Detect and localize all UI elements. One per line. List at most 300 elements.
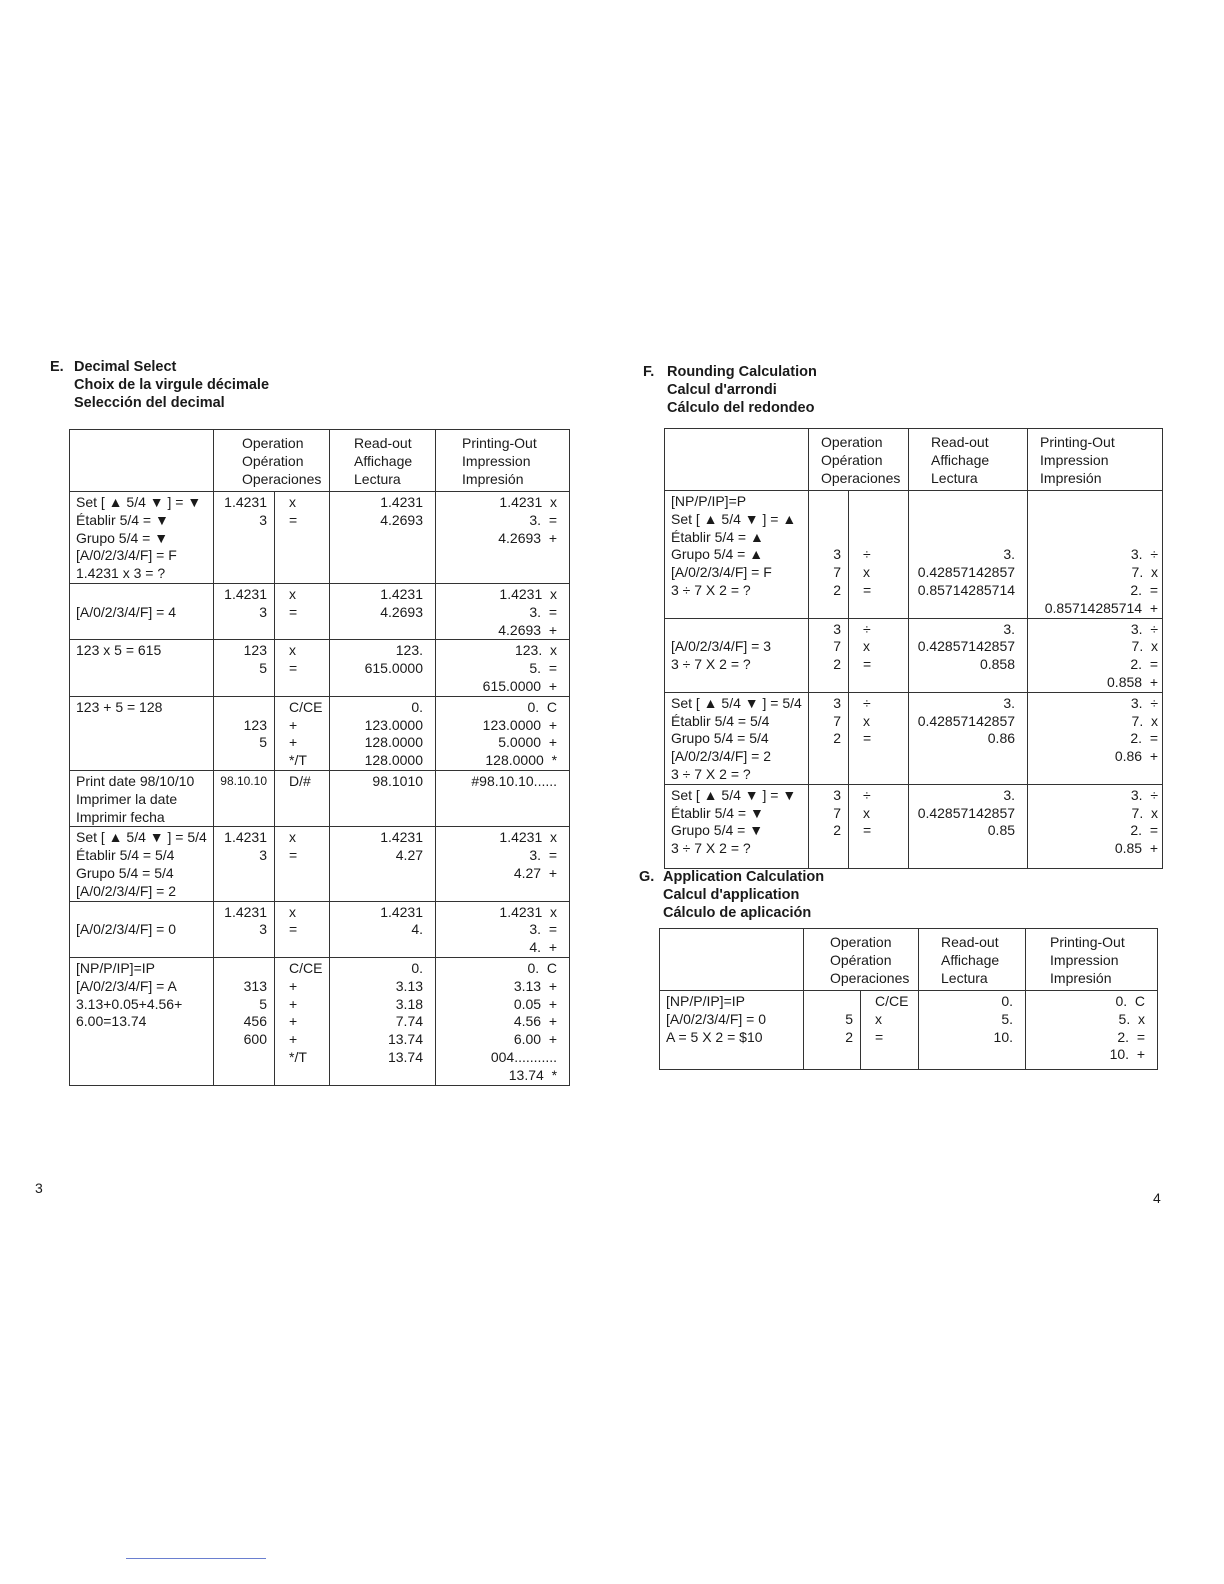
cell-line: 2. =: [1130, 730, 1159, 747]
cell-line: 3. =: [529, 603, 558, 620]
cell-line: Set [ ▲ 5/4 ▼ ] = ▼: [76, 494, 202, 510]
section-g-letter: G.: [639, 869, 655, 885]
cell-line: Set [ ▲ 5/4 ▼ ] = ▼: [671, 786, 797, 803]
cell-line: 98.10.10: [220, 773, 267, 788]
row-printout: [1028, 491, 1163, 619]
cell-line: 2. =: [1130, 581, 1159, 598]
cell-line: 5. =: [529, 660, 558, 677]
cell-line: 0.42857142857: [917, 564, 1016, 581]
cell-line: [NP/P/IP]=IP: [666, 993, 745, 1009]
header-readout: Read-out Affichage Lectura: [919, 929, 1026, 991]
cell-line: 2. =: [1130, 822, 1159, 839]
cell-line: 0.85714285714: [917, 581, 1016, 598]
cell-line: 4.: [411, 921, 424, 938]
cell-line: Établir 5/4 = 5/4: [671, 712, 770, 729]
cell-line: 128.0000 *: [485, 752, 558, 769]
row-readout: [909, 491, 1028, 619]
cell-line: [863, 529, 908, 547]
cell-line: Établir 5/4 = 5/4: [76, 847, 175, 864]
row-description: [665, 692, 809, 784]
cell-line: =: [289, 847, 298, 864]
rounding-calculation-table: [664, 428, 1163, 869]
section-g-subtitle-es: Cálculo de aplicación: [663, 905, 812, 921]
cell-line: 600: [243, 1031, 267, 1048]
row-operators: [849, 491, 909, 619]
cell-line: +: [289, 1013, 298, 1030]
row-printout: [436, 492, 570, 584]
cell-line: D/#: [289, 772, 311, 789]
row-entry-numbers: [214, 696, 275, 770]
row-readout: [330, 696, 436, 770]
row-operators: [275, 640, 330, 696]
header-printout: Printing-Out Impression Impresión: [1028, 429, 1163, 491]
cell-line: 4. +: [529, 939, 558, 956]
cell-line: 2: [833, 581, 841, 598]
row-operators: [275, 770, 330, 826]
cell-line: [809, 511, 841, 529]
cell-line: 1.4231: [380, 494, 424, 510]
table-row: [665, 692, 1163, 784]
cell-line: 7. x: [1131, 712, 1159, 729]
row-printout: [1028, 618, 1163, 692]
cell-line: 13.74: [387, 1048, 424, 1065]
cell-line: 7.74: [395, 1013, 424, 1030]
row-description: [70, 901, 214, 957]
row-description: [70, 492, 214, 584]
cell-line: 3. ÷: [1130, 694, 1159, 711]
section-e-heading: [50, 358, 269, 412]
cell-line: 3: [833, 786, 841, 803]
cell-line: C/CE: [289, 959, 323, 976]
row-description: [70, 583, 214, 639]
cell-line: Établir 5/4 = ▲: [671, 528, 764, 545]
cell-line: [863, 493, 908, 511]
table-row: [70, 827, 570, 901]
cell-line: [1028, 493, 1158, 511]
cell-line: +: [289, 716, 298, 733]
cell-line: 4.2693: [380, 511, 424, 528]
cell-line: 3.: [1003, 694, 1016, 711]
cell-line: 3. =: [529, 847, 558, 864]
table-row: [70, 583, 570, 639]
cell-line: 2. =: [1117, 1028, 1146, 1045]
cell-line: 0.85 +: [1114, 840, 1159, 857]
cell-line: =: [863, 822, 872, 839]
row-readout: [330, 901, 436, 957]
cell-line: Grupo 5/4 = ▼: [76, 529, 169, 546]
row-operators: [861, 991, 919, 1070]
cell-line: 5: [259, 995, 267, 1012]
cell-line: 4.27 +: [513, 864, 558, 881]
cell-line: 0. C: [1115, 993, 1146, 1009]
row-operators: [275, 583, 330, 639]
row-description: [70, 957, 214, 1085]
cell-line: ÷: [863, 694, 871, 711]
row-readout: [330, 827, 436, 901]
row-entry-numbers: [804, 991, 861, 1070]
cell-line: 3.: [1003, 620, 1016, 637]
row-printout: [1026, 991, 1158, 1070]
cell-line: 1.4231: [380, 903, 424, 920]
cell-line: 2: [845, 1028, 853, 1045]
cell-line: [863, 511, 908, 529]
header-blank-cell: [665, 429, 809, 491]
section-g-subtitle-fr: Calcul d'application: [663, 887, 800, 903]
cell-line: [A/0/2/3/4/F] = F: [671, 564, 772, 581]
section-e-letter: E.: [50, 359, 64, 375]
row-readout: [909, 692, 1028, 784]
cell-line: [909, 511, 1015, 529]
row-readout: [919, 991, 1026, 1070]
row-readout: [909, 784, 1028, 868]
row-operators: [275, 827, 330, 901]
cell-line: x: [863, 712, 870, 729]
cell-line: ÷: [863, 546, 871, 563]
row-entry-numbers: [214, 770, 275, 826]
cell-line: [671, 621, 808, 639]
cell-line: 1.4231 x: [499, 829, 558, 846]
cell-line: 123.0000 +: [482, 716, 558, 733]
cell-line: 0.858 +: [1107, 673, 1159, 690]
row-operators: [849, 618, 909, 692]
cell-line: x: [289, 829, 296, 846]
row-entry-numbers: [809, 692, 849, 784]
cell-line: 615.0000 +: [482, 677, 558, 694]
section-e-title: Decimal Select: [74, 359, 177, 375]
cell-line: 0.: [411, 698, 424, 715]
cell-line: 3 ÷ 7 X 2 = ?: [671, 840, 751, 857]
cell-line: C/CE: [875, 993, 909, 1009]
cell-line: [A/0/2/3/4/F] = 2: [76, 882, 177, 899]
cell-line: 2: [833, 822, 841, 839]
header-operation: Operation Opération Operaciones: [809, 429, 909, 491]
cell-line: 1.4231 x: [499, 585, 558, 602]
cell-line: 3. ÷: [1130, 786, 1159, 803]
table-row: [660, 991, 1158, 1070]
cell-line: 1.4231: [224, 829, 267, 846]
row-printout: [436, 583, 570, 639]
cell-line: #98.10.10......: [471, 772, 558, 789]
row-entry-numbers: [214, 492, 275, 584]
cell-line: 0.: [411, 959, 424, 976]
cell-line: 0.42857142857: [917, 638, 1016, 655]
section-g-heading: [639, 868, 824, 922]
row-printout: [436, 770, 570, 826]
cell-line: 0.85: [987, 822, 1016, 839]
header-blank-cell: [660, 929, 804, 991]
cell-line: =: [289, 511, 298, 528]
section-f-title: Rounding Calculation: [667, 364, 817, 380]
cell-line: x: [289, 903, 296, 920]
cell-line: 5.: [1001, 1010, 1014, 1027]
cell-line: Set [ ▲ 5/4 ▼ ] = 5/4: [671, 694, 802, 711]
cell-line: 1.4231: [380, 585, 424, 602]
page-number-left: 3: [35, 1180, 43, 1196]
cell-line: 1.4231: [224, 494, 267, 510]
row-description: [70, 770, 214, 826]
row-description: [665, 784, 809, 868]
cell-line: 123.: [395, 642, 424, 659]
section-e-subtitle-es: Selección del decimal: [74, 395, 225, 411]
cell-line: 4.56 +: [513, 1013, 558, 1030]
cell-line: =: [289, 660, 298, 677]
cell-line: 5. x: [1118, 1010, 1146, 1027]
cell-line: [76, 586, 213, 604]
cell-line: 7: [833, 712, 841, 729]
cell-line: 10. +: [1109, 1046, 1146, 1063]
row-entry-numbers: [809, 491, 849, 619]
row-description: [70, 696, 214, 770]
cell-line: 10.: [993, 1028, 1014, 1045]
cell-line: 7. x: [1131, 638, 1159, 655]
cell-line: 0.: [1001, 993, 1014, 1009]
row-readout: [330, 957, 436, 1085]
cell-line: 5: [259, 660, 267, 677]
table-row: [70, 696, 570, 770]
cell-line: ÷: [863, 786, 871, 803]
cell-line: [214, 699, 267, 717]
table-row: [70, 957, 570, 1085]
cell-line: x: [289, 585, 296, 602]
cell-line: 615.0000: [364, 660, 424, 677]
header-blank-cell: [70, 430, 214, 492]
cell-line: x: [863, 638, 870, 655]
row-readout: [330, 583, 436, 639]
cell-line: x: [289, 494, 296, 510]
cell-line: [NP/P/IP]=IP: [76, 959, 155, 976]
row-operators: [275, 901, 330, 957]
cell-line: 456: [243, 1013, 267, 1030]
cell-line: 3.18: [395, 995, 424, 1012]
cell-line: [A/0/2/3/4/F] = 4: [76, 603, 177, 620]
cell-line: Grupo 5/4 = 5/4: [76, 864, 174, 881]
row-operators: [849, 784, 909, 868]
section-f-heading: [643, 363, 817, 417]
cell-line: 3. =: [529, 921, 558, 938]
cell-line: Imprimer la date: [76, 790, 178, 807]
row-entry-numbers: [214, 901, 275, 957]
cell-line: Établir 5/4 = ▼: [671, 804, 764, 821]
cell-line: Grupo 5/4 = ▼: [671, 822, 764, 839]
cell-line: 123: [243, 642, 267, 659]
cell-line: 7: [833, 564, 841, 581]
row-operators: [275, 696, 330, 770]
cell-line: x: [289, 642, 296, 659]
header-readout: Read-out Affichage Lectura: [330, 430, 436, 492]
cell-line: 0.05 +: [513, 995, 558, 1012]
cell-line: 3: [259, 847, 267, 864]
cell-line: Grupo 5/4 = 5/4: [671, 730, 769, 747]
section-f-subtitle-fr: Calcul d'arrondi: [667, 382, 777, 398]
cell-line: 3.: [1003, 786, 1016, 803]
row-readout: [330, 492, 436, 584]
cell-line: Print date 98/10/10: [76, 772, 195, 789]
cell-line: C/CE: [289, 698, 323, 715]
cell-line: 6.00=13.74: [76, 1013, 147, 1030]
table-header-row: [665, 429, 1163, 491]
row-printout: [1028, 692, 1163, 784]
row-entry-numbers: [809, 618, 849, 692]
cell-line: 7: [833, 804, 841, 821]
row-entry-numbers: [214, 957, 275, 1085]
cell-line: 1.4231: [224, 903, 267, 920]
row-description: [665, 491, 809, 619]
cell-line: +: [289, 1031, 298, 1048]
cell-line: 3 ÷ 7 X 2 = ?: [671, 581, 751, 598]
cell-line: x: [863, 804, 870, 821]
cell-line: 123 + 5 = 128: [76, 698, 163, 715]
cell-line: 5: [845, 1010, 853, 1027]
cell-line: 3: [259, 511, 267, 528]
header-printout: Printing-Out Impression Impresión: [1026, 929, 1158, 991]
cell-line: 0.858: [979, 656, 1016, 673]
cell-line: 3 ÷ 7 X 2 = ?: [671, 765, 751, 782]
cell-line: [809, 493, 841, 511]
row-readout: [909, 618, 1028, 692]
cell-line: Établir 5/4 = ▼: [76, 511, 169, 528]
cell-line: 3: [259, 603, 267, 620]
cell-line: 3 ÷ 7 X 2 = ?: [671, 656, 751, 673]
cell-line: Grupo 5/4 = ▲: [671, 546, 764, 563]
table-header-row: [70, 430, 570, 492]
table-row: [70, 640, 570, 696]
cell-line: 0. C: [527, 959, 558, 976]
row-printout: [1028, 784, 1163, 868]
cell-line: 3.13 +: [513, 977, 558, 994]
cell-line: 0.85714285714 +: [1044, 599, 1159, 616]
cell-line: =: [875, 1028, 884, 1045]
cell-line: 98.1010: [372, 772, 424, 789]
row-operators: [275, 957, 330, 1085]
cell-line: 4.2693 +: [498, 529, 558, 546]
cell-line: 5: [259, 734, 267, 751]
cell-line: [A/0/2/3/4/F] = F: [76, 547, 177, 564]
cell-line: 3: [833, 620, 841, 637]
cell-line: 123 x 5 = 615: [76, 642, 162, 659]
row-description: [70, 827, 214, 901]
cell-line: 128.0000: [364, 734, 424, 751]
row-readout: [330, 640, 436, 696]
cell-line: 3: [833, 694, 841, 711]
section-f-letter: F.: [643, 364, 655, 380]
cell-line: +: [289, 734, 298, 751]
row-entry-numbers: [809, 784, 849, 868]
cell-line: ÷: [863, 620, 871, 637]
cell-line: [A/0/2/3/4/F] = 0: [666, 1010, 767, 1027]
cell-line: */T: [289, 1048, 307, 1065]
cell-line: 2: [833, 730, 841, 747]
row-description: [70, 640, 214, 696]
table-row: [70, 770, 570, 826]
row-printout: [436, 957, 570, 1085]
header-readout: Read-out Affichage Lectura: [909, 429, 1028, 491]
cell-line: 3.13+0.05+4.56+: [76, 995, 183, 1012]
cell-line: 1.4231: [380, 829, 424, 846]
cell-line: 1.4231 x 3 = ?: [76, 565, 166, 582]
cell-line: [809, 529, 841, 547]
cell-line: [A/0/2/3/4/F] = 3: [671, 638, 772, 655]
row-description: [665, 618, 809, 692]
cell-line: [909, 529, 1015, 547]
row-operators: [849, 692, 909, 784]
footer-rule: [126, 1558, 266, 1559]
cell-line: 0.42857142857: [917, 712, 1016, 729]
cell-line: [A/0/2/3/4/F] = A: [76, 977, 177, 994]
cell-line: 5.0000 +: [498, 734, 558, 751]
cell-line: 4.2693: [380, 603, 424, 620]
cell-line: Set [ ▲ 5/4 ▼ ] = 5/4: [76, 829, 207, 846]
cell-line: 004...........: [490, 1048, 558, 1065]
cell-line: 4.2693 +: [498, 621, 558, 638]
section-f-subtitle-es: Cálculo del redondeo: [667, 400, 815, 416]
cell-line: [76, 904, 213, 922]
table-row: [70, 901, 570, 957]
cell-line: 1.4231 x: [499, 903, 558, 920]
cell-line: =: [863, 581, 872, 598]
cell-line: 313: [243, 977, 267, 994]
table-row: [665, 784, 1163, 868]
cell-line: 1.4231 x: [499, 494, 558, 510]
cell-line: 123. x: [514, 642, 558, 659]
row-printout: [436, 640, 570, 696]
cell-line: 3. ÷: [1130, 620, 1159, 637]
cell-line: 13.74: [387, 1031, 424, 1048]
cell-line: 3: [259, 921, 267, 938]
cell-line: 3: [833, 546, 841, 563]
cell-line: +: [289, 977, 298, 994]
header-printout: Printing-Out Impression Impresión: [436, 430, 570, 492]
cell-line: 7: [833, 638, 841, 655]
cell-line: 1.4231: [224, 585, 267, 602]
row-printout: [436, 827, 570, 901]
application-calculation-table: [659, 928, 1158, 1070]
cell-line: A = 5 X 2 = $10: [666, 1028, 763, 1045]
cell-line: 2: [833, 656, 841, 673]
page-number-right: 4: [1153, 1190, 1161, 1206]
row-readout: [330, 770, 436, 826]
cell-line: 0.86: [987, 730, 1016, 747]
cell-line: x: [863, 564, 870, 581]
cell-line: x: [875, 1010, 882, 1027]
cell-line: =: [863, 730, 872, 747]
cell-line: 128.0000: [364, 752, 424, 769]
cell-line: [1028, 511, 1158, 529]
cell-line: 4.27: [395, 847, 424, 864]
cell-line: 3.: [1003, 546, 1016, 563]
cell-line: [NP/P/IP]=P: [671, 493, 747, 509]
cell-line: 0.42857142857: [917, 804, 1016, 821]
cell-line: 7. x: [1131, 804, 1159, 821]
row-description: [660, 991, 804, 1070]
row-printout: [436, 696, 570, 770]
decimal-select-table: [69, 429, 570, 1086]
cell-line: [A/0/2/3/4/F] = 0: [76, 921, 177, 938]
cell-line: =: [289, 921, 298, 938]
cell-line: [909, 493, 1015, 511]
header-operation: Operation Opération Operaciones: [804, 929, 919, 991]
row-entry-numbers: [214, 827, 275, 901]
cell-line: [1028, 529, 1158, 547]
cell-line: =: [289, 603, 298, 620]
row-entry-numbers: [214, 583, 275, 639]
section-g-title: Application Calculation: [663, 869, 825, 885]
header-operation: Operation Opération Operaciones: [214, 430, 330, 492]
cell-line: 0. C: [527, 698, 558, 715]
table-row: [665, 491, 1163, 619]
cell-line: =: [863, 656, 872, 673]
cell-line: [A/0/2/3/4/F] = 2: [671, 748, 772, 765]
row-printout: [436, 901, 570, 957]
